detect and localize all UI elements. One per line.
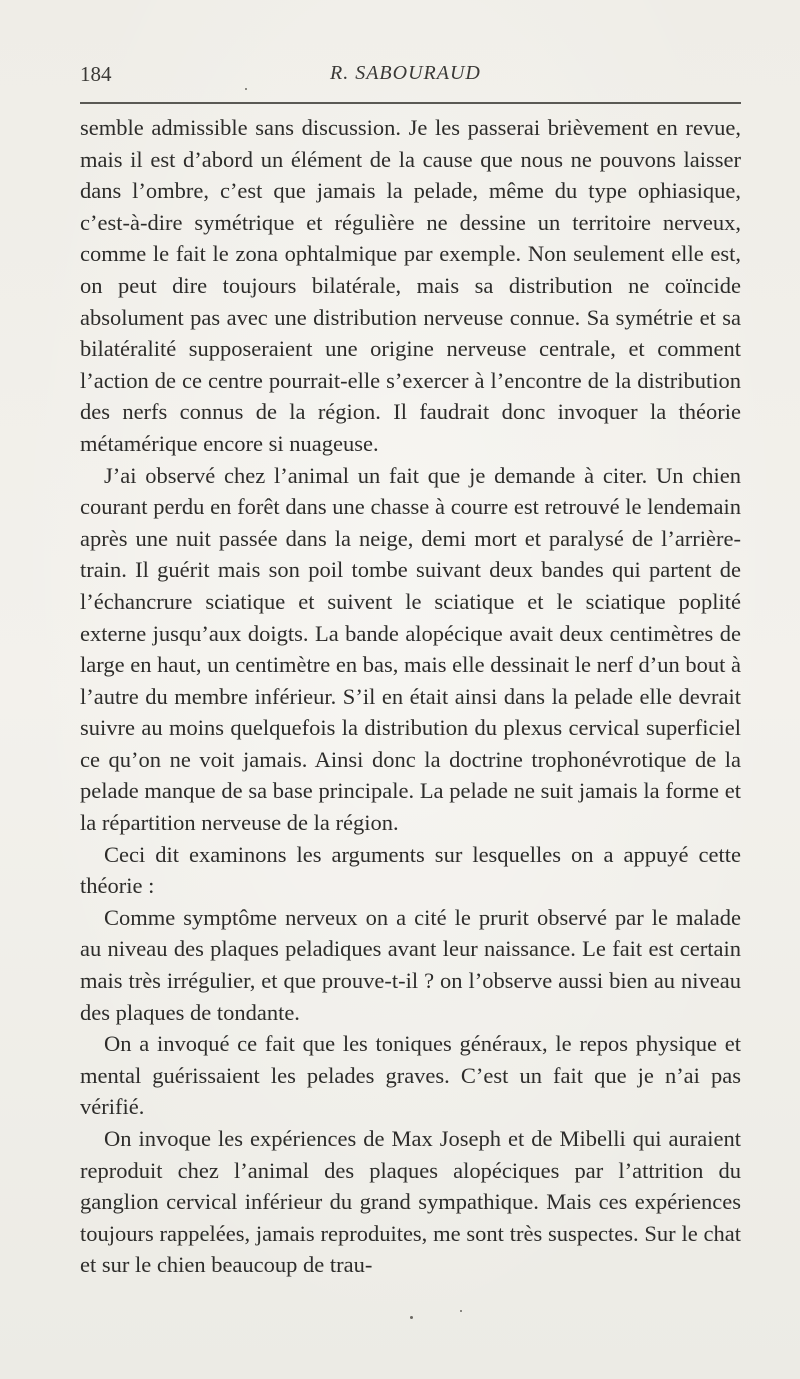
print-speck bbox=[410, 1316, 413, 1319]
print-speck bbox=[460, 1310, 462, 1312]
paragraph: On a invoqué ce fait que les toniques généraux, le repos physique et mental guérissaient les pelades graves. C’est un fait que je n’ai pas vérifié. bbox=[80, 1031, 741, 1120]
paragraph: On invoque les expériences de Max Joseph et de Mibelli qui auraient reproduit chez l’animal des plaques alopéciques par l’attrition du ganglion cervical inférieur du grand sympathique. Mais ces expériences toujours rappelées, jamais reproduites, me sont très suspectes. Sur le chat et sur le chien beaucoup de trau- bbox=[80, 1126, 741, 1278]
paragraph: semble admissible sans discussion. Je les passerai brièvement en revue, mais il est d’abord un élément de la cause que nous ne pouvons laisser dans l’ombre, c’est que jamais la pelade, même du type ophiasique, c’est-à-dire symétrique et régulière ne dessine un territoire nerveux, comme le fait le zona ophtalmique par exemple. Non seulement elle est, on peut dire toujours bilatérale, mais sa distribution ne coïncide absolument pas avec une distribution nerveuse connue. Sa symétrie et sa bilatéralité supposeraient une origine nerveuse centrale, et comment l’action de ce centre pourrait-elle s’exercer à l’encontre de la distribution des nerfs connus de la région. Il faudrait donc invoquer la théorie métamérique encore si nuageuse. bbox=[80, 115, 741, 456]
print-speck bbox=[245, 88, 247, 90]
body-text bbox=[80, 112, 741, 1281]
paragraph: J’ai observé chez l’animal un fait que je demande à citer. Un chien courant perdu en forêt dans une chasse à courre est retrouvé le lendemain après une nuit passée dans la neige, demi mort et paralysé de l’arrière-train. Il guérit mais son poil tombe suivant deux bandes qui partent de l’échancrure sciatique et suivent le sciatique et le sciatique poplité externe jusqu’aux doigts. La bande alopécique avait deux centimètres de large en haut, un centimètre en bas, mais elle dessinait le nerf d’un bout à l’autre du membre inférieur. S’il en était ainsi dans la pelade elle devrait suivre au moins quelquefois la distribution du plexus cervical superficiel ce qu’on ne voit jamais. Ainsi donc la doctrine trophonévrotique de la pelade manque de sa base principale. La pelade ne suit jamais la forme et la répartition nerveuse de la région. bbox=[80, 462, 741, 836]
page-header bbox=[80, 62, 741, 94]
paragraph: Ceci dit examinons les arguments sur lesquelles on a appuyé cette théorie : bbox=[80, 841, 741, 899]
header-rule bbox=[80, 102, 741, 104]
page-number: 184 bbox=[80, 62, 112, 86]
running-head: R. SABOURAUD bbox=[330, 62, 481, 84]
paragraph: Comme symptôme nerveux on a cité le prurit observé par le malade au niveau des plaques peladiques avant leur naissance. Le fait est certain mais très irrégulier, et que prouve-t-il ? on l’observe aussi bien au niveau des plaques de tondante. bbox=[80, 904, 741, 1025]
